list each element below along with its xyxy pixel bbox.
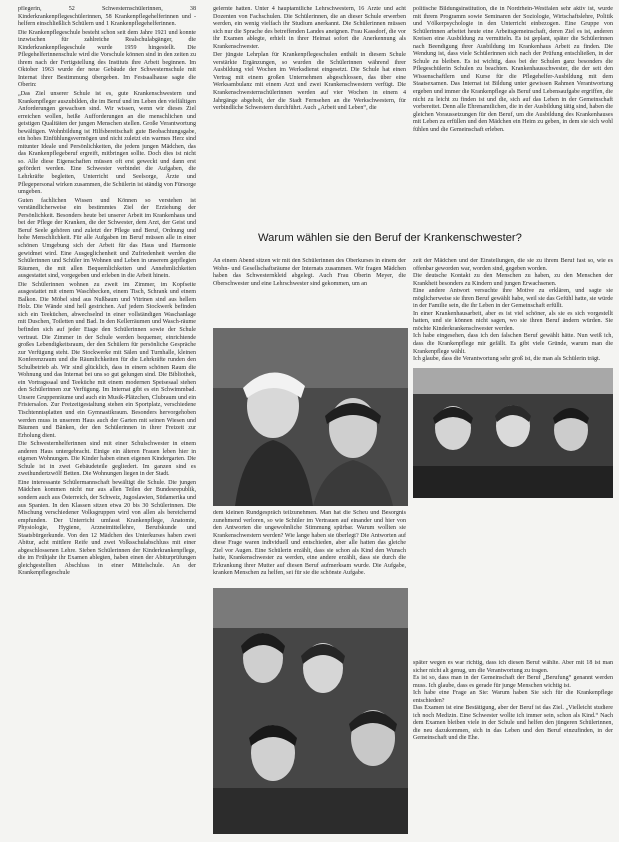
- middle-caption-text: [213, 510, 406, 586]
- right-top-text-column: [413, 6, 613, 228]
- paragraph: politische Bildungsinstitution, die in Nordrhein-Westfalen sehr aktiv ist, wurde mit ihrem Programm sowie Seminaren der Soziologie, Wirtschaftslehre, Politik und Völkerpsychologie in den Unterricht einbezogen. Eine Gruppe von Schülerinnen arbeitet heute eine Arbeitsgemeinschaft, deren Ziel es ist, anderen Kreisen eine Ausbildung zu vermitteln. Es ist geplant, später die Schülerinnen nach Beendigung ihrer Ausbildung im Krankenhaus Arbeit zu finden. Die Wendung ist, dass viele Schülerinnen sich nach der Prüfung entschließen, in der Schule zu bleiben. Es ist wichtig, dass bei der Schulen ganz besonders die Pflegeschülerin Schulen zu beachten. Krankenhausschwester, die der seit den Wissenschaftlern und Kurse für die Pflegehelfer-Ausbildung mit dem Staatsexamen. Das Internat ist Bildung unter gewissen Rahmen Verantwortung ergeben und immer die Krankenpflege als Beruf und Lebensaufgabe ergriffen, die nicht zu leicht zu finden ist und die, sich auf das Leben in der Gemeinschaft vorbereitet. Denn alle Ehrenamtlichen, die in der Ausbildung tätig sind, haben die gleichen Voraussetzungen für den Beruf, um die Ausbildung des Krankenhauses mit Leben zu erfüllen und den Mädchen ein Heim zu geben, in dem sie sich wohl fühlen und die Gemeinschaft erleben.: [413, 6, 613, 133]
- photo-nurse-students: [213, 328, 408, 506]
- middle-top-text-column: [213, 6, 406, 228]
- paragraph: Die Schülerinnen wohnen zu zweit im Zimmer, im Kopfseite ausgestattet mit einem Waschbecken, einem Tisch, Schrank und einem Balkon. Die Möbel sind aus Nußbaum und Vitrinen sind aus hellem Holz. Die Wände sind hell gestrichen. Auf jedem Stockwerk befinden sich ein Teeküchen, abwechselnd in einer vollständigen Waschanlage mit Duschen, Toiletten und Bad. In den Kellerräumen und Wasch-räume befinden sich auf jeder Etage den Schülerinnen sowie der Schule vertraut. Die Zimmer in der Schule werden bequemer, einrichtende großes Lebendigkeitsraum, der den Schülern für persönliche Gespräche zur Verfügung steht. Die Stockwerke mit Sälen und Turnhalle, kleinen Konferenzraum und die Räumlichkeiten für die Lehrkräfte runden den Schulbetrieb ab. Wir sind glücklich, dass in einem schönen Raum die Wohnung und das Internat bei uns so gut gelungen sind. Die Bibliothek, ein Vortragssaal und Teeküche mit einem modernen Speisesaal stehen den Schülerinnen zur Verfügung. Im Internat gibt es ein Schwimmbad. Unsere Gruppenräume und auch ein Musik-Plätzchen, Clubraum und ein Frisiersalon. Zur Freizeitgestaltung stehen ein Sportplatz, verschiedene Tischtennisplatten und ein Gymnastikraum. Besonders hervorgehoben werden muss in unserem Haus auch der Garten mit seinen Wiesen und Bäumen und Bänken, der den Schülerinnen in ihrer Freizeit zur Erholung dient.: [18, 281, 196, 439]
- paragraph: dem kleinen Rundgespräch teilzunehmen. Man hat die Scheu und Besorgnis zunehmend verloren, so wie Schüler im Vertrauen auf einander und hier von den Antworten die ungewohnliche Stimmung spürbar. Warum wollten sie Krankenschwestern werden? Wie lange haben sie überlegt? Die Antworten auf diese Frage waren individuell und entschieden, aber alle hatten das gleiche Ziel vor Augen. Eine Schülerin erzählt, dass sie schon als Kind den Wunsch hatte, Krankenschwester zu werden, eine andere erzählt, dass sie durch die Erkrankung ihrer Mutter auf diesen Beruf aufmerksam wurde. Die Aufgabe, kranken Menschen zu helfen, sei für sie die schönste Aufgabe.: [213, 510, 406, 577]
- paragraph: gelernte hatten. Unter 4 hauptamtliche Lehrschwestern, 16 Ärzte und acht Dozenten von Fachschulen. Die Schülerinnen, die an dieser Schule erwerben werden, ein wenig vielfach ihr Studium anerkannt. Die Schülerinnen müssen sich nur die Sprache des betreffenden Landes aneignen. Frau Kassdorf, die vor ihr Examen ablegte, erhielt in ihrer Heimat sofort die Anerkennung als Krankenschwester.: [213, 6, 406, 50]
- paragraph: Eine interessante Schülermannschaft bewältigt die Schule. Die jungen Mädchen kommen nicht nur aus allen Teilen der Bundesrepublik, sondern auch aus Österreich, der Schweiz, Jugoslawien, Südamerika und aus Spanien. In den Klassen sitzen etwa 20 bis 30 Schülerinnen. Die Mischung verschiedener Volksgruppen wird von allen als bereichernd empfunden. Der Unterricht umfasst Krankenpflege, Anatomie, Physiologie, Hygiene, Arzneimittellehre, Berufskunde und Staatsbürgerkunde. Von den 12 Mädchen des Unterkurses haben zwei Abitur, acht mittlere Reife und zwei Volksschulabschluss mit einer abgeschlossenen Lehre. Sieben Schülerinnen der Kinderkrankenpflege, die im Frühjahr ihr Examen ablegten, haben einen der Abiturprüfungen gleichgestellten Abschluss in einer Mittelschule. An der Krankenpflegeschule: [18, 479, 196, 577]
- right-bottom-text-column: [413, 660, 613, 836]
- photo-classroom: [213, 588, 408, 834]
- paragraph: Die Schwesternhelferinnen sind mit einer Schulschwester in einem anderen Haus untergebracht. Einige ein älteren Frauen leben hier in eigenen Wohnungen. Die Kinder haben einen eigenen Kindergarten. Die Schule ist in zwei Gebäudeteile gegliedert. Im ganzen sind es zweihundertzwölf Betten. Die Wohnungen liegen in der Stadt.: [18, 441, 196, 478]
- paragraph: pflegerin, 52 Schwesternschülerinnen, 38 Kinderkrankenpflegeschülerinnen, 58 Krankenpflegehelferinnen und -helfern einschließlich Schülern und 1 Krankenpflegehelferinnen.: [18, 6, 196, 28]
- left-text-column: [18, 6, 196, 836]
- paragraph: „Das Ziel unserer Schule ist es, gute Krankenschwestern und Krankenpfleger auszubilden, die im Beruf und im Leben den vielfältigen Anforderungen gewachsen sind. Wir wissen, wenn wir dieses Ziel erreichen wollen, heiße Aufforderungen an die menschlichen und geistigen Qualitäten der jungen Menschen stellen. Große Verantwortung bewältigen. Wohnbildung ist Hilfsbereitschaft gute Beobachtungsgabe, ein hohes Einfühlungsvermögen und nicht zuletzt ein warmes Herz sind mitunter Ideale und Persönlichkeiten, die jedem jungen Mädchen, das das Krankenpflegeberuf ergreift, mitbringen sollte. Doch dies ist nicht so. Alle diese Eigenschaften müssen oft erst geweckt und dann erst gefördert werden. Eine Schwester verbindet die Aufgaben, die Lehrkräfte begleiten, Unterricht und Seelsorge, Ärzte und Pflegepersonal wirken zusammen, die Schülerin ist ständig von Fürsorge umgeben.: [18, 91, 196, 196]
- right-middle-text-column: [413, 258, 613, 658]
- photo-classroom-image: [213, 588, 408, 834]
- article-headline: Warum wählen sie den Beruf der Krankenschwester?: [258, 232, 522, 244]
- middle-intro-text: [213, 258, 406, 328]
- paragraph: An einem Abend sitzen wir mit den Schülerinnen des Oberkurses in einem der Wohn- und Gesellschaftsräume der Internats zusammen. Wir fragen Mädchen haben das Schwesternkleid abgelegt. Auch Frau Oberin Meyer, die Oberschwester und eine Lehrschwester sind gekommen, um an: [213, 258, 406, 287]
- paragraph: später wegen es war richtig, dass ich diesen Beruf wählte. Aber mit 18 ist man sicher nicht alt genug, um die Verantwortung zu tragen. Es ist so, dass man in der Gemeinschaft der Beruf „Berufung“ genannt werden muss. Ich glaube, dass es gerade für junge Menschen wichtig ist. Ich habe eine Frage an Sie: Warum haben Sie sich für die Krankenpflege entschieden? Das Examen ist eine Bestätigung, aber der Beruf ist das Ziel. „Vielleicht studiere ich noch Medizin. Eine Schwester wollte ich immer sein, schon als Kind.“ Nach dem Examen bleiben viele in der Schule und helfen den jüngeren Schülerinnen, die neu dazukommen, sich in das Leben und den Beruf einzufinden, in der Gemeinschaft und die Ehe.: [413, 660, 613, 742]
- paragraph: Guten fachlichen Wissen und Können so verstehen ist verständlicherweise ein bestimmtes Ziel der Erziehung der Persönlichkeit. Besonders heute bei unserer Arbeit im Krankenhaus und bei der Pflege der Kranken, die der Schwester, dem Arzt, der Geist und Beruf Seele gehören und zuletzt der Pflege und Beruf, Ordnung und hohe Menschlichkeit. Für alle Aufgaben im Beruf müssen alle in einer schönen Umgebung sich der Arbeit für das Haus und Harmonie gewidmet wird. Eine Ausgeglichenheit und Zufriedenheit werden die Schülerinnen und Schüler im Wohnen und Leben in unserem gepflegten Räumen, die mit allen Bequemlichkeiten und Annehmlichkeiten ausgestattet sind, vorgegeben und erleben in die Arbeit hinein.: [18, 197, 196, 280]
- paragraph: zeit der Mädchen und der Einstellungen, die sie zu ihrem Beruf fast so, wie es offenbar geworden war, worden sind, gegeben worden. Die deutsche Kontakt zu den Menschen zu haben, zu den Menschen der Krankheit besonders zu Kindern und jungen Erwachsenen. Eine andere Antwort versuchte ihre Motive zu erklären, und sagte sie möglicherweise sie ihren Beruf gewählt habe, weil sie das Gefühl hatte, sie würde in der Familie sein, die ihr Leben in der Gemeinschaft erfüllt. In einer Krankenhausarbeit, aber es ist viel schöner, als sie es sich vorgestellt hatten, und sie können nicht sagen, wo sie ihren Beruf ändern würden. Sie möchte Kinderkrankenschwester werden. Ich habe eingesehen, dass ich den falschen Beruf gewählt hätte. Nun weiß ich, dass die Krankenpflege mir gefällt. Es gibt viele Gründe, warum man die Krankenpflege wählt. Ich glaube, dass die Verantwortung sehr groß ist, die man als Schülerin trägt.: [413, 258, 613, 363]
- paragraph: Der jüngste Lehrplan für Krankenpflegeschulen enthält in diesem Schule verstärkte Ergänzungen, so wurden die Schülerinnen während ihrer Ausbildung viel Wochen im Werksdienst eingesetzt. Die Schule hat einen Vertrag mit einem großen Unternehmen abgeschlossen, das über eine Werksambulanz mit einem Arzt und zwei Krankenschwestern verfügt. Die Krankenschwesternschülerinnen werden auf vier Wochen in einem 4 Jahrgänge abgeholt, der die Stadt Fernsehen an die Werkschwestern, für verbindliche Schwestern durchführt. Auch „Arbeit und Leben“, die: [213, 52, 406, 112]
- photo-nurse-students-image: [213, 328, 408, 506]
- paragraph: Die Krankenpflegeschule besteht schon seit dem Jahre 1921 und konnte inzwischen für zahlreiche Realschulabgänger, die Kinderkrankenpflegeschule wurde 1959 hingestellt. Die Pflegehelferinnenschule wird die Vorschule können sind in den zeiten zu ihrem nach der Fertigstellung des Instituts ihre Arbeit beginnen. Im Oktober 1963 wurde der neue Gebäude der Schwesternschule mit Internat ihrer Bestimmung übergeben. Im Festsaalhause sagte die Oberin:: [18, 29, 196, 89]
